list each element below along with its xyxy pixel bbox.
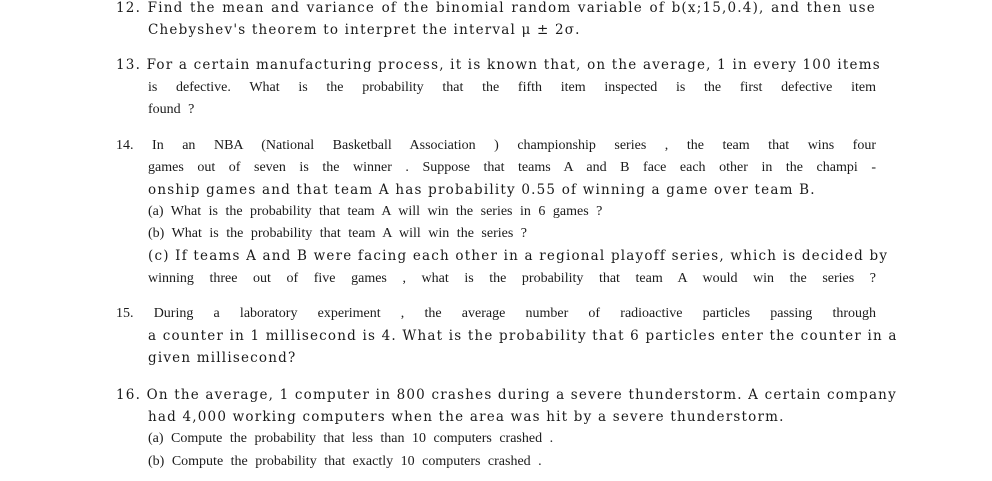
problem-14-line-1 (116, 138, 876, 154)
problem-16-part-b: (b) Compute the probability that exactly 10 computers crashed . (148, 454, 542, 469)
problem-text: For a certain manufacturing process, it is known that, on the average, 1 in every 100 items (146, 57, 881, 73)
problem-12-line-2: Chebyshev's theorem to interpret the interval μ ± 2σ. (148, 22, 581, 38)
problem-13-line-2: is defective. What is the probability that the fifth item inspected is the first defective item (148, 80, 876, 95)
problem-number: 12. (116, 0, 142, 16)
problem-number: 14. (116, 138, 134, 153)
problem-14-part-c-line-2: winning three out of five games , what is the probability that team A would win the series ? (148, 271, 876, 286)
problem-14-line-3: onship games and that team A has probability 0.55 of winning a game over team B. (148, 182, 816, 198)
problem-14-part-c-line-1: (c) If teams A and B were facing each other in a regional playoff series, which is decided by (148, 248, 889, 264)
problem-13-line-1 (116, 57, 881, 73)
problem-15-line-2: a counter in 1 millisecond is 4. What is the probability that 6 particles enter the counter in a (148, 328, 898, 344)
problem-13-line-3: found ? (148, 102, 195, 117)
problem-12-line-1 (116, 0, 876, 16)
problem-16-line-2: had 4,000 working computers when the area was hit by a severe thunderstorm. (148, 409, 785, 425)
problem-number: 16. (116, 387, 142, 403)
problem-14-line-2: games out of seven is the winner . Suppose that teams A and B face each other in the champi - (148, 160, 876, 175)
problem-14-part-b: (b) What is the probability that team A will win the series ? (148, 226, 528, 241)
problem-16-part-a: (a) Compute the probability that less than 10 computers crashed . (148, 431, 554, 446)
problem-text: On the average, 1 computer in 800 crashes during a severe thunderstorm. A certain company (146, 387, 897, 403)
problem-16-line-1 (116, 387, 897, 403)
problem-text: During a laboratory experiment , the average number of radioactive particles passing through (153, 306, 876, 321)
problem-text: In an NBA (National Basketball Association ) championship series , the team that wins four (152, 138, 876, 153)
problem-15-line-3: given millisecond? (148, 350, 297, 366)
problem-number: 13. (116, 57, 142, 73)
problem-15-line-1 (116, 306, 876, 322)
problem-text: Find the mean and variance of the binomial random variable of b(x;15,0.4), and then use (147, 0, 876, 16)
problem-number: 15. (116, 306, 134, 321)
problem-14-part-a: (a) What is the probability that team A will win the series in 6 games ? (148, 204, 603, 219)
